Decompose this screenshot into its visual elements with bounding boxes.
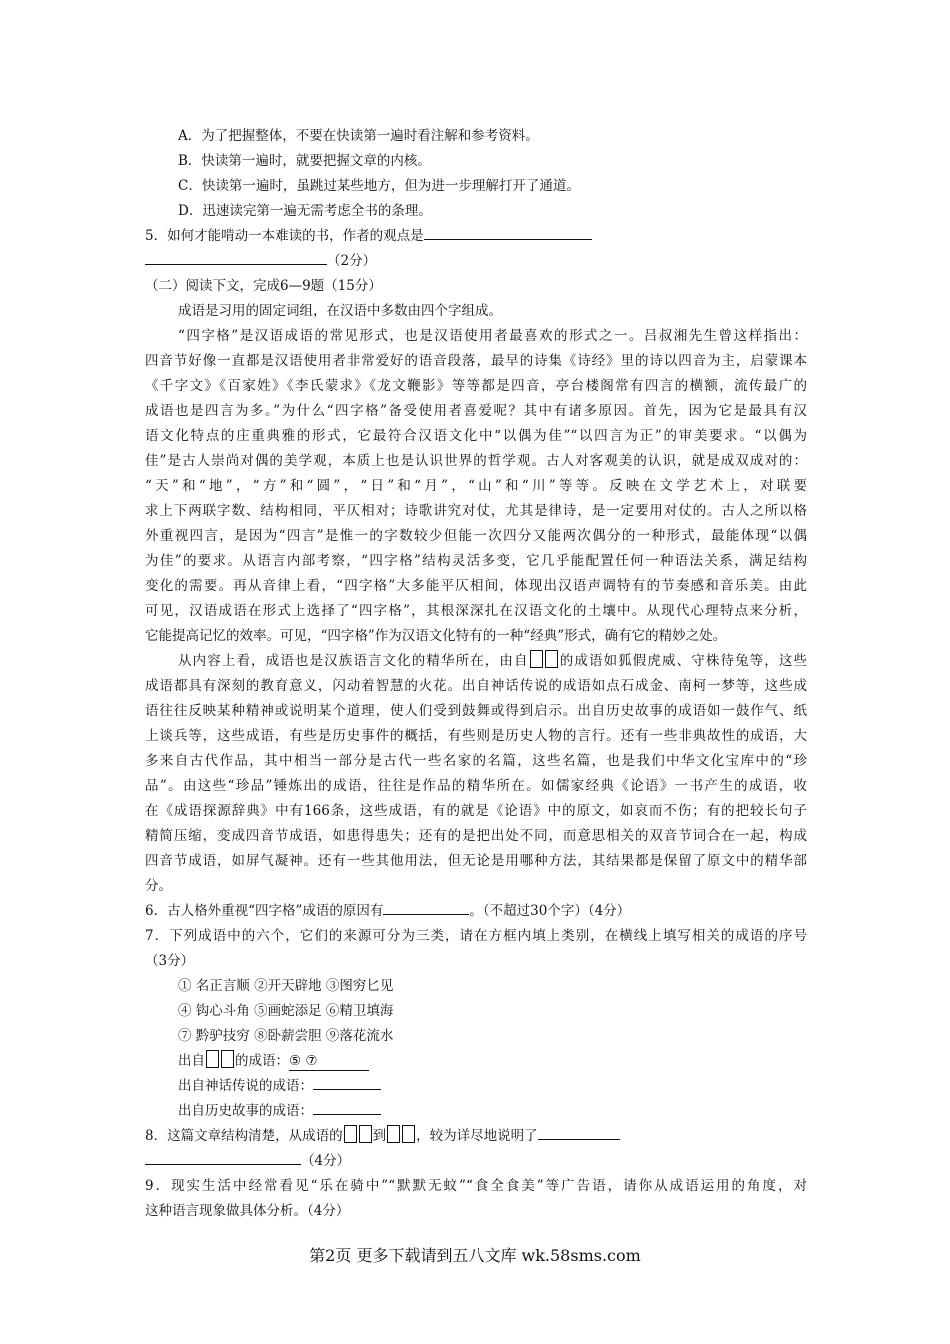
answer-blank[interactable]	[538, 1125, 620, 1140]
passage-line: 变化的需要。再从音律上看，“四字格”大多能平仄相间，体现出汉语声调特有的节奏感和音乐美。由此	[145, 578, 807, 594]
passage-paragraph-1: 成语是习用的固定词组，在汉语中多数由四个字组成。	[178, 303, 502, 319]
question-5-score: （2分）	[327, 253, 377, 269]
idiom-list: ① 名正言顺 ②开天辟地 ③图穷匕见	[178, 978, 394, 994]
section-heading: （二）阅读下文，完成6—9题（15分）	[145, 278, 382, 294]
passage-line: 《千字文》《百家姓》《李氏蒙求》《龙文鞭影》等等都是四音，亭台楼阁常有四言的横额，流传最广的	[145, 378, 807, 394]
question-8-cont	[145, 1150, 807, 1172]
category-text: 出自神话传说的成语：	[178, 1078, 313, 1094]
category-text: 的成语：	[235, 1053, 289, 1069]
passage-line: 求上下两联字数、结构相同，平仄相对；诗歌讲究对仗，尤其是律诗，是一定要用对仗的。古人之所以格	[145, 503, 807, 519]
answer-blank[interactable]: ⑤ ⑦	[289, 1052, 369, 1071]
passage-line: 上谈兵等，这些成语，有些是历史事件的概括，有些则是历史人物的言行。还有一些非典故性的成语，大	[145, 728, 807, 744]
answer-blank[interactable]	[313, 1075, 381, 1090]
passage-line: 佳”是古人崇尚对偶的美学观，本质上也是认识世界的哲学观。古人对客观美的认识，就是成双成对的：	[145, 453, 807, 469]
question-8-text: ，较为详尽地说明了	[416, 1128, 538, 1144]
passage-line: “四字格”是汉语成语的常见形式，也是汉语使用者最喜欢的形式之一。吕叔湘先生曾这样指出：	[178, 328, 807, 344]
option-b: B．快读第一遍时，就要把握文章的内核。	[178, 153, 431, 169]
passage-line: 品”。由这些“珍品”锤炼出的成语，往往是作品的精华所在。如儒家经典《论语》一书产生的成语，收	[145, 778, 807, 794]
question-8-text: 到	[372, 1128, 387, 1144]
question-9-cont: 这种语言现象做具体分析。（4分）	[145, 1203, 350, 1219]
question-6	[145, 900, 807, 922]
answer-blank[interactable]	[424, 225, 592, 240]
passage-line: 精简压缩，变成四音节成语，如患得患失；还有的是把出处不同，而意思相关的双音节词合在一起，构成	[145, 828, 807, 844]
passage-text: 的成语如狐假虎威、守株待兔等，这些	[558, 653, 807, 669]
answer-blank[interactable]	[313, 1100, 381, 1115]
fill-box[interactable]	[344, 1125, 357, 1143]
fill-box[interactable]	[221, 1050, 234, 1068]
passage-line: 它能提高记忆的效率。可见，“四字格”作为汉语文化特有的一种“经典”形式，确有它的精妙之处。	[145, 628, 727, 644]
category-text: 出自历史故事的成语：	[178, 1103, 313, 1119]
passage-line: 多来自古代作品，其中相当一部分是古代一些名家的名篇，这些名篇，也是我们中华文化宝库中的“珍	[145, 753, 807, 769]
passage-line: 语文化特点的庄重典雅的形式，它最符合汉语文化中“以偶为佳”“以四言为正”的审美要求。“以偶为	[145, 428, 807, 444]
question-8-text: 8．这篇文章结构清楚，从成语的	[145, 1128, 343, 1144]
passage-text: 从内容上看，成语也是汉族语言文化的精华所在，由自	[178, 653, 529, 669]
category-row-2	[178, 1075, 807, 1097]
fill-box[interactable]	[402, 1125, 415, 1143]
question-8-score: （4分）	[301, 1153, 351, 1169]
passage-line: 四音节好像一直都是汉语使用者非常爱好的语音段落，最早的诗集《诗经》里的诗以四音为主，启蒙课本	[145, 353, 807, 369]
idiom-list: ⑦ 黔驴技穷 ⑧卧薪尝胆 ⑨落花流水	[178, 1028, 394, 1044]
category-row-3	[178, 1100, 807, 1122]
passage-line: 为佳”的要求。从语言内部考察，“四字格”结构灵活多变，它几乎能配置任何一种语法关系，满足结构	[145, 553, 807, 569]
fill-box[interactable]	[206, 1050, 219, 1068]
fill-box[interactable]	[359, 1125, 372, 1143]
question-5-text: 5．如何才能啃动一本难读的书，作者的观点是	[145, 228, 424, 244]
passage-line: 在《成语探源辞典》中有166条，这些成语，有的就是《论语》中的原文，如哀而不伤；有的把较长句子	[145, 803, 807, 819]
passage-line: 分。	[145, 878, 172, 894]
idiom-list: ④ 钩心斗角 ⑤画蛇添足 ⑥精卫填海	[178, 1003, 394, 1019]
page-footer: 第2页 更多下载请到五八文库 wk.58sms.com	[309, 1246, 641, 1265]
passage-line: 语往往反映某种精神或说明某个道理，使人们受到鼓舞或得到启示。出自历史故事的成语如一鼓作气、纸	[145, 703, 807, 719]
question-7-score: （3分）	[145, 953, 195, 969]
answer-blank[interactable]	[383, 900, 469, 915]
question-5	[145, 225, 807, 247]
option-d: D．迅速读完第一遍无需考虑全书的条理。	[178, 203, 432, 219]
passage-line: 成语也是四言为多。”为什么“四字格”备受使用者喜爱呢？其中有诸多原因。首先，因为它是最具有汉	[145, 403, 807, 419]
passage-line: “天”和“地”，“方”和“圆”，“日”和“月”，“山”和“川”等等。反映在文学艺术上，对联要	[145, 478, 807, 494]
category-row-1	[178, 1050, 807, 1072]
question-5-cont	[145, 250, 807, 272]
answer-blank[interactable]	[145, 250, 327, 265]
question-6-text: 6．古人格外重视“四字格”成语的原因有	[145, 903, 384, 919]
passage-line: 成语都具有深刻的教育意义，闪动着智慧的火花。出自神话传说的成语如点石成金、南柯一梦等，这些成	[145, 678, 807, 694]
option-c: C．快读第一遍时，虽跳过某些地方，但为进一步理解打开了通道。	[178, 178, 580, 194]
question-6-text: 。（不超过30个字）（4分）	[469, 903, 631, 919]
fill-box[interactable]	[530, 650, 543, 668]
option-a: A．为了把握整体，不要在快读第一遍时看注解和参考资料。	[178, 128, 539, 144]
category-text: 出自	[178, 1053, 205, 1069]
question-8	[145, 1125, 807, 1147]
fill-box[interactable]	[387, 1125, 400, 1143]
answer-blank[interactable]	[145, 1150, 301, 1165]
fill-box[interactable]	[545, 650, 558, 668]
passage-line	[178, 650, 807, 672]
passage-line: 四音节成语，如屏气凝神。还有一些其他用法，但无论是用哪种方法，其结果都是保留了原文中的精华部	[145, 853, 807, 869]
question-7: 7．下列成语中的六个，它们的来源可分为三类，请在方框内填上类别，在横线上填写相关的成语的序号	[145, 928, 807, 944]
question-9: 9．现实生活中经常看见“乐在骑中”“默默无蚊”“食全食美”等广告语，请你从成语运用的角度，对	[145, 1178, 807, 1194]
passage-line: 外重视四言，是因为“四言”是惟一的字数较少但能一次四分又能两次偶分的一种形式，最能体现“以偶	[145, 528, 807, 544]
passage-line: 可见，汉语成语在形式上选择了“四字格”，其根深深扎在汉语文化的土壤中。从现代心理特点来分析，	[145, 603, 807, 619]
